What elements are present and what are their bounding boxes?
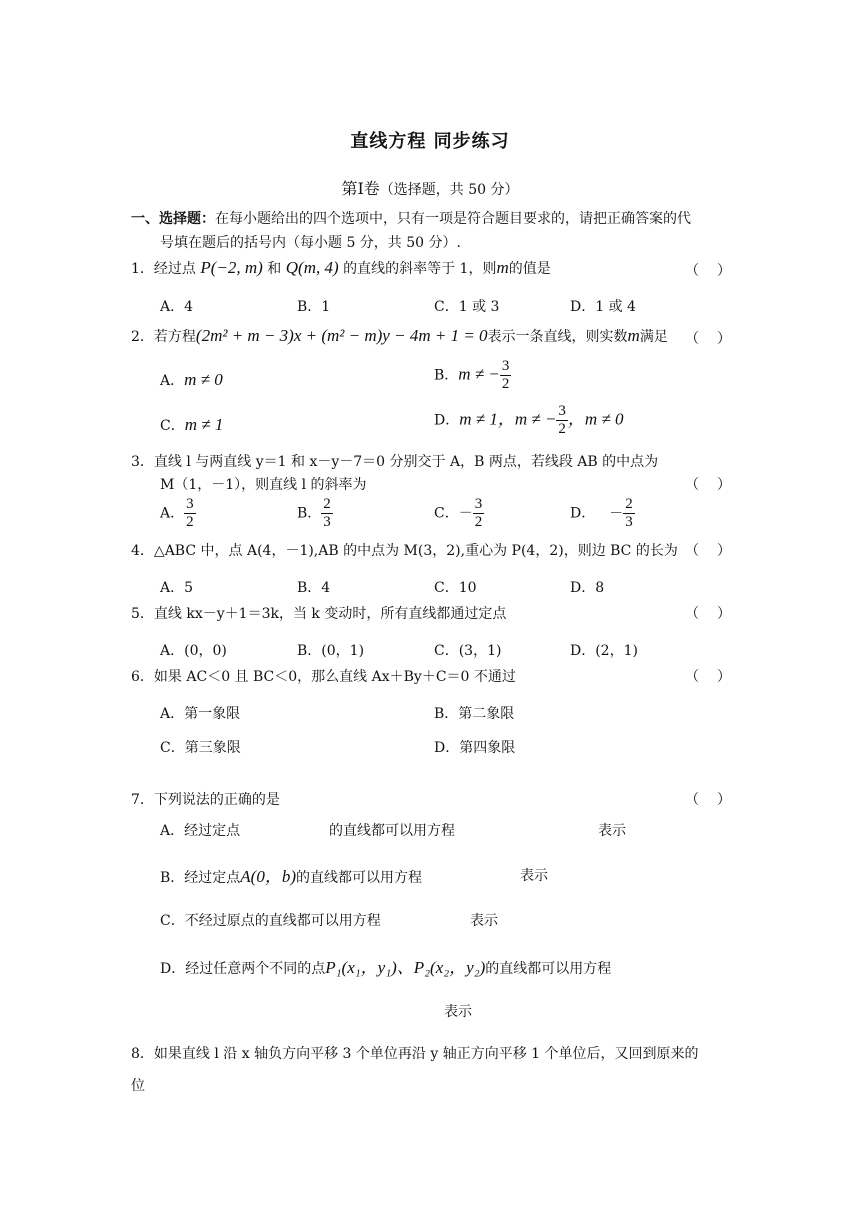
- q6-option-b: B．第二象限: [434, 706, 515, 722]
- bracket-open: （: [685, 543, 699, 559]
- bracket-open: （: [685, 331, 699, 347]
- q4-option-d: D．8: [570, 580, 605, 596]
- q8-number: 8．: [131, 1046, 154, 1062]
- q4-option-a: A．5: [160, 580, 194, 596]
- bracket-close: ）: [717, 669, 731, 685]
- q2-var-m: m: [627, 326, 640, 345]
- q2-number: 2．: [131, 329, 154, 345]
- q2-option-b: [434, 358, 511, 393]
- q8-text: 如果直线 l 沿 x 轴负方向平移 3 个单位再沿 y 轴正方向平移 1 个单位后，又回到原来的: [153, 1046, 699, 1062]
- denominator: 2: [558, 421, 566, 437]
- q7-text: 下列说法的正确的是: [153, 792, 280, 808]
- q3-number: 3．: [131, 454, 154, 470]
- q1-option-c: C．1 或 3: [434, 299, 500, 315]
- option-label: D．: [434, 412, 460, 429]
- q4-option-b: B．4: [297, 580, 331, 596]
- q1-text: 的值是: [508, 261, 551, 277]
- q1-text: 经过点: [153, 261, 196, 277]
- q6-option-d: D．第四象限: [434, 740, 516, 756]
- q7-option-a-part3: 表示: [598, 823, 626, 839]
- section-label: 一、选择题：: [131, 211, 215, 227]
- q3-text: 直线 l 与两直线 y＝1 和 x－y－7＝0 分别交于 A，B 两点，若线段 AB 的中点为: [153, 454, 659, 470]
- section-instruction-line1: [131, 208, 691, 228]
- option-expr: m ≠ 0: [184, 370, 223, 389]
- option-text: D．经过任意两个不同的点: [160, 961, 326, 977]
- answer-bracket-2: [685, 328, 731, 348]
- q3-option-d: [570, 496, 635, 531]
- q6-option-c: C．第三象限: [160, 740, 241, 756]
- q1-number: 1．: [131, 261, 154, 277]
- q6-option-a: A．第一象限: [160, 706, 241, 722]
- q5-option-b: B．(0，1): [297, 643, 365, 659]
- answer-bracket-7: [685, 789, 731, 809]
- question-3-line2: M（1，－1），则直线 l 的斜率为: [160, 477, 367, 493]
- q4-option-c: C．10: [434, 580, 477, 596]
- q7-option-b: [160, 862, 422, 887]
- q7-option-d: [160, 953, 611, 978]
- bracket-close: ）: [717, 263, 731, 279]
- q4-text: △ABC 中，点 A(4，－1),AB 的中点为 M(3，2),重心为 P(4，2)，则边 BC 的长为: [153, 543, 678, 559]
- q7-points: P₁(x₁，y₁)、P₂(x₂，y₂): [325, 958, 486, 977]
- bracket-close: ）: [717, 543, 731, 559]
- q5-number: 5．: [131, 606, 154, 622]
- option-expr: m ≠ 1，m ≠ −: [459, 409, 557, 429]
- fraction: [473, 496, 485, 531]
- question-6: [131, 666, 516, 686]
- q2-option-d: [434, 403, 624, 438]
- answer-bracket-4: [685, 540, 731, 560]
- bracket-open: （: [685, 669, 699, 685]
- option-expr: m ≠ 1: [184, 415, 224, 434]
- numerator: 2: [323, 496, 331, 512]
- q1-text: 的直线的斜率等于 1，则: [343, 261, 497, 277]
- q4-number: 4．: [131, 543, 154, 559]
- denominator: 2: [186, 514, 194, 530]
- answer-bracket-1: [685, 260, 731, 280]
- fraction: [184, 496, 196, 531]
- option-label: A．: [160, 505, 185, 522]
- answer-bracket-6: [685, 666, 731, 686]
- question-4: [131, 540, 678, 560]
- option-text: 的直线都可以用方程: [485, 961, 612, 977]
- fraction: [500, 358, 512, 393]
- option-label: B．: [297, 505, 322, 522]
- question-3-line1: [131, 451, 658, 471]
- option-sign: －: [609, 505, 624, 522]
- question-7: [131, 789, 280, 809]
- q3-option-a: [160, 496, 196, 531]
- volume-heading: [0, 176, 860, 199]
- numerator: 3: [558, 403, 566, 419]
- question-2: [131, 326, 668, 346]
- question-8-line2: 位: [131, 1078, 145, 1094]
- q7-point-a: A(0，b): [240, 867, 297, 886]
- bracket-open: （: [685, 606, 699, 622]
- option-label: A．: [160, 373, 185, 389]
- answer-bracket-5: [685, 603, 731, 623]
- answer-bracket-3: [685, 474, 731, 494]
- q7-option-c-part1: C．不经过原点的直线都可以用方程: [160, 913, 381, 929]
- option-label: C．: [434, 505, 459, 522]
- q2-option-c: [160, 415, 223, 435]
- q1-var-m: m: [496, 258, 509, 277]
- question-8-line1: [131, 1043, 699, 1063]
- bracket-open: （: [685, 263, 699, 279]
- q6-text: 如果 AC＜0 且 BC＜0，那么直线 Ax＋By＋C＝0 不通过: [153, 669, 516, 685]
- q7-number: 7．: [131, 792, 154, 808]
- page-title: 直线方程 同步练习: [350, 131, 510, 152]
- option-text: B．经过定点: [160, 870, 241, 886]
- q1-option-a: A．4: [160, 299, 194, 315]
- numerator: 3: [186, 496, 194, 512]
- question-1: [131, 258, 551, 278]
- instruction-text-1: 在每小题给出的四个选项中，只有一项是符合题目要求的，请把正确答案的代: [215, 211, 691, 227]
- q3-option-c: [434, 496, 484, 531]
- q6-number: 6．: [131, 669, 154, 685]
- bracket-open: （: [685, 477, 699, 493]
- q7-option-b-part3: 表示: [520, 868, 548, 884]
- section-instruction-line2: 号填在题后的括号内（每小题 5 分，共 50 分）.: [160, 235, 461, 251]
- fraction: [556, 403, 568, 438]
- q5-option-d: D．(2，1): [570, 643, 638, 659]
- q1-point-p: P(−2, m): [200, 258, 263, 277]
- option-label: B．: [434, 367, 459, 384]
- fraction: [623, 496, 635, 531]
- q5-text: 直线 kx－y＋1＝3k，当 k 变动时，所有直线都通过定点: [153, 606, 507, 622]
- volume-note: （选择题，共 50 分）: [379, 182, 519, 198]
- q2-text: 满足: [639, 329, 668, 345]
- q7-option-d-part3: 表示: [444, 1004, 472, 1020]
- q1-option-d: D．1 或 4: [570, 299, 636, 315]
- denominator: 3: [625, 514, 633, 530]
- option-label: D．: [570, 505, 596, 522]
- q7-option-a-part2: 的直线都可以用方程: [329, 823, 455, 839]
- option-text: 的直线都可以用方程: [296, 870, 423, 886]
- q2-equation: (2m² + m − 3)x + (m² − m)y − 4m + 1 = 0: [195, 326, 488, 345]
- q1-option-b: B．1: [297, 299, 331, 315]
- q5-option-c: C．(3，1): [434, 643, 502, 659]
- numerator: 2: [625, 496, 633, 512]
- q2-option-a: [160, 370, 223, 390]
- fraction: [321, 496, 333, 531]
- option-label: C．: [160, 418, 185, 434]
- option-expr: m ≠ −: [458, 364, 500, 384]
- q1-point-q: Q(m, 4): [285, 258, 339, 277]
- q5-option-a: A．(0，0): [160, 643, 227, 659]
- q1-text: 和: [267, 261, 282, 277]
- q2-text: 若方程: [153, 329, 196, 345]
- bracket-open: （: [685, 792, 699, 808]
- bracket-close: ）: [717, 477, 731, 493]
- denominator: 3: [323, 514, 331, 530]
- q7-option-c-part2: 表示: [470, 913, 498, 929]
- denominator: 2: [501, 376, 510, 392]
- q2-text: 表示一条直线，则实数: [487, 329, 628, 345]
- bracket-close: ）: [717, 331, 731, 347]
- numerator: 3: [474, 496, 483, 512]
- volume-label: 第Ⅰ卷: [341, 179, 380, 198]
- option-expr: ，m ≠ 0: [567, 409, 624, 429]
- bracket-close: ）: [717, 792, 731, 808]
- q7-option-a-part1: A．经过定点: [160, 823, 241, 839]
- bracket-close: ）: [717, 606, 731, 622]
- numerator: 3: [501, 358, 510, 374]
- denominator: 2: [474, 514, 483, 530]
- question-5: [131, 603, 506, 623]
- q3-option-b: [297, 496, 333, 531]
- option-sign: －: [458, 505, 473, 522]
